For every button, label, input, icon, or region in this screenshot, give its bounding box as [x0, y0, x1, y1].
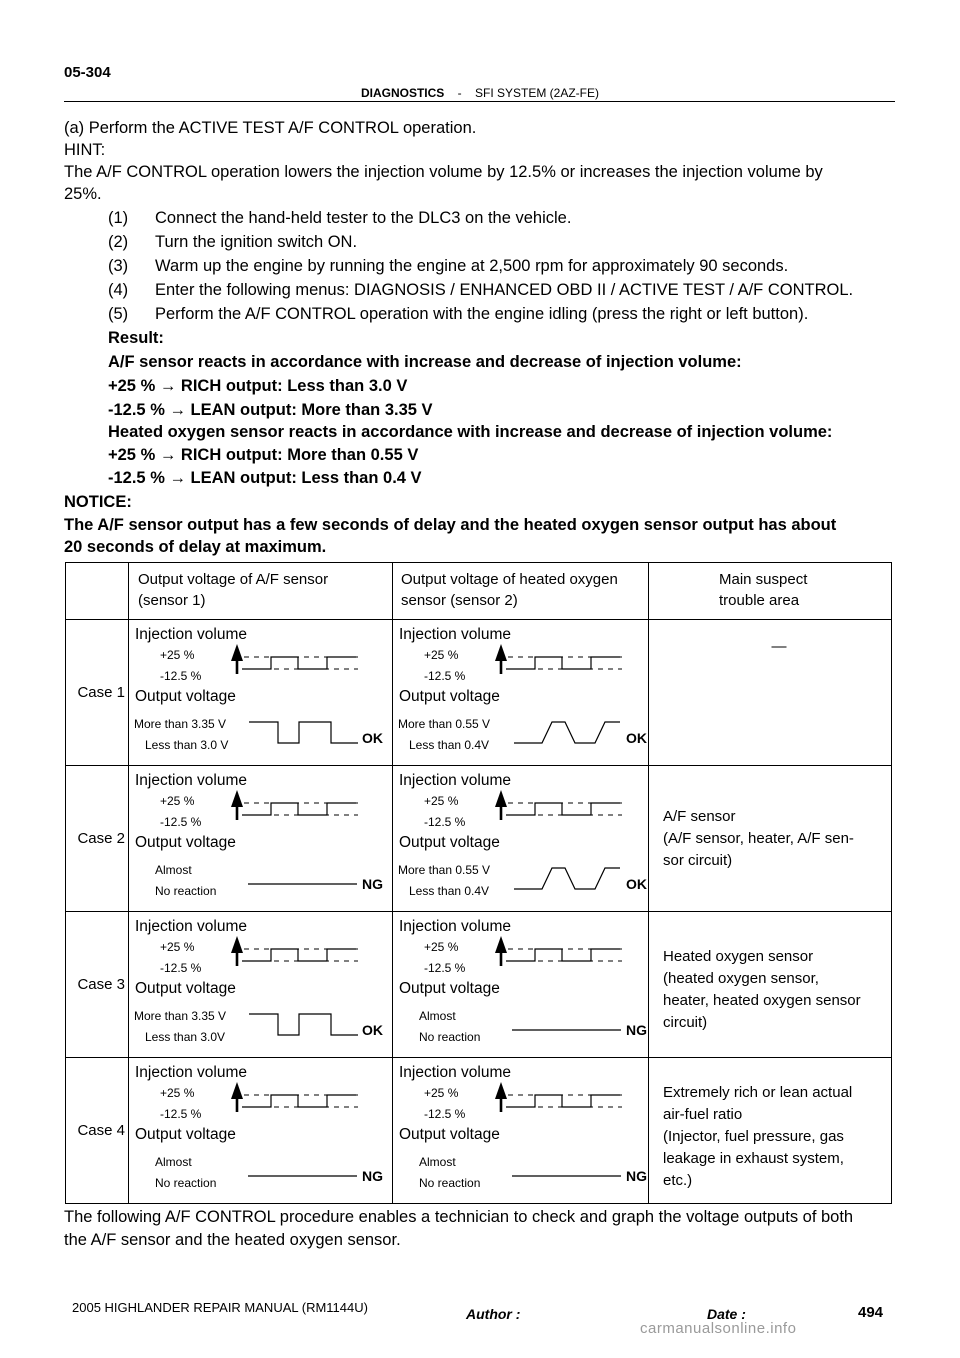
trouble-area-cell [649, 766, 892, 912]
output-top-label: Almost [419, 1009, 456, 1023]
step-num: (3) [108, 257, 129, 275]
result-line: -12.5 % → LEAN output: More than 3.35 V [108, 401, 433, 419]
header-ho-sensor: Output voltage of heated oxygen sensor (sensor 2) [393, 563, 649, 620]
minus-12-5-label: -12.5 % [160, 1107, 202, 1121]
judgement-badge: OK [626, 876, 647, 892]
minus-12-5-label: -12.5 % [160, 669, 202, 683]
output-bottom-label: Less than 0.4V [409, 738, 490, 752]
waveform-graphic [129, 912, 389, 1057]
output-wave [249, 722, 358, 743]
case-label: Case 1 [66, 620, 129, 766]
injection-wave [506, 1095, 620, 1107]
result-line: A/F sensor reacts in accordance with increase and decrease of injection volume: [108, 353, 742, 371]
judgement-badge: OK [362, 730, 383, 746]
injection-wave [506, 657, 620, 669]
waveform-graphic [393, 620, 653, 765]
header-rule [64, 101, 895, 102]
output-top-label: More than 0.55 V [398, 717, 491, 731]
plus-25-label: +25 % [424, 940, 459, 954]
output-voltage-label: Output voltage [135, 980, 236, 997]
ho-sensor-cell [393, 912, 649, 1058]
table-row [66, 912, 892, 1058]
af-diagram [129, 1058, 392, 1203]
after-table-line-1: The following A/F CONTROL procedure enables a technician to check and graph the voltage outputs of both [64, 1208, 854, 1226]
injection-wave [242, 803, 356, 815]
step-text: Enter the following menus: DIAGNOSIS / ENHANCED OBD II / ACTIVE TEST / A/F CONTROL. [155, 281, 854, 299]
injection-arrow-head [231, 1082, 243, 1099]
injection-volume-label: Injection volume [135, 772, 248, 789]
output-voltage-label: Output voltage [135, 688, 236, 705]
step-a: (a) Perform the ACTIVE TEST A/F CONTROL operation. [64, 119, 477, 137]
table-row [66, 1058, 892, 1204]
af-sensor-cell [129, 766, 393, 912]
output-bottom-label: No reaction [419, 1176, 481, 1190]
judgement-badge: NG [626, 1022, 647, 1038]
author-label: Author : [466, 1306, 521, 1322]
waveform-graphic [129, 766, 389, 911]
trouble-area-text: Heated oxygen sensor (heated oxygen sensor, heater, heated oxygen sensor circuit) [663, 948, 861, 1031]
ho-sensor-cell [393, 1058, 649, 1204]
injection-reference-lines [244, 657, 358, 669]
ho-diagram [393, 620, 648, 765]
minus-12-5-label: -12.5 % [424, 961, 466, 975]
notice-line-2: 20 seconds of delay at maximum. [64, 538, 327, 556]
injection-reference-lines [244, 1095, 358, 1107]
output-bottom-label: No reaction [419, 1030, 481, 1044]
output-top-label: Almost [155, 863, 192, 877]
output-bottom-label: Less than 3.0V [145, 1030, 226, 1044]
output-bottom-label: Less than 0.4V [409, 884, 490, 898]
header-af-sensor: Output voltage of A/F sensor (sensor 1) [129, 563, 393, 620]
plus-25-label: +25 % [424, 794, 459, 808]
output-wave [514, 868, 620, 889]
output-voltage-label: Output voltage [399, 688, 500, 705]
output-voltage-label: Output voltage [399, 834, 500, 851]
output-voltage-label: Output voltage [135, 834, 236, 851]
waveform-graphic [393, 912, 653, 1057]
diagnosis-table [65, 562, 892, 1204]
injection-wave [242, 949, 356, 961]
case-label: Case 4 [66, 1058, 129, 1204]
injection-volume-label: Injection volume [399, 918, 512, 935]
case-label: Case 3 [66, 912, 129, 1058]
injection-wave [242, 1095, 356, 1107]
result-label: Result: [108, 329, 164, 347]
injection-reference-lines [508, 1095, 622, 1107]
judgement-badge: OK [362, 1022, 383, 1038]
injection-volume-label: Injection volume [399, 1064, 512, 1081]
injection-reference-lines [244, 803, 358, 815]
trouble-area-text: Extremely rich or lean actual air-fuel ratio (Injector, fuel pressure, gas leakage in exhaust system, etc.) [663, 1084, 853, 1189]
waveform-graphic [129, 1058, 389, 1203]
step-text: Connect the hand-held tester to the DLC3 on the vehicle. [155, 209, 572, 227]
injection-volume-label: Injection volume [135, 1064, 248, 1081]
table-header-row [66, 563, 892, 620]
trouble-area-cell [649, 1058, 892, 1204]
section-separator: - [457, 86, 462, 100]
minus-12-5-label: -12.5 % [424, 1107, 466, 1121]
plus-25-label: +25 % [424, 1086, 459, 1100]
step-text: Perform the A/F CONTROL operation with the engine idling (press the right or left button). [155, 305, 809, 323]
ho-diagram [393, 766, 648, 911]
injection-arrow-head [231, 644, 243, 661]
injection-reference-lines [508, 657, 622, 669]
output-voltage-label: Output voltage [399, 1126, 500, 1143]
injection-reference-lines [508, 803, 622, 815]
step-text: Turn the ignition switch ON. [155, 233, 358, 251]
injection-reference-lines [244, 949, 358, 961]
af-sensor-cell [129, 912, 393, 1058]
plus-25-label: +25 % [424, 648, 459, 662]
watermark: carmanualsonline.info [640, 1320, 797, 1337]
output-wave [514, 722, 620, 743]
step-num: (4) [108, 281, 129, 299]
minus-12-5-label: -12.5 % [424, 669, 466, 683]
injection-volume-label: Injection volume [399, 626, 512, 643]
output-voltage-label: Output voltage [135, 1126, 236, 1143]
footer-page-number: 494 [858, 1304, 884, 1321]
output-top-label: More than 3.35 V [134, 1009, 227, 1023]
injection-volume-label: Injection volume [135, 918, 248, 935]
injection-arrow-head [495, 1082, 507, 1099]
injection-volume-label: Injection volume [135, 626, 248, 643]
result-line: +25 % → RICH output: Less than 3.0 V [108, 377, 408, 395]
ho-sensor-cell [393, 620, 649, 766]
header-blank [66, 563, 129, 620]
af-sensor-cell [129, 1058, 393, 1204]
judgement-badge: NG [626, 1168, 647, 1184]
step-4 [108, 279, 854, 301]
injection-wave [242, 657, 356, 669]
hint-label: HINT: [64, 141, 106, 159]
af-diagram [129, 620, 392, 765]
output-bottom-label: No reaction [155, 1176, 217, 1190]
step-1 [108, 207, 572, 229]
result-line: -12.5 % → LEAN output: Less than 0.4 V [108, 469, 422, 487]
manual-reference: 2005 HIGHLANDER REPAIR MANUAL (RM1144U) [72, 1300, 368, 1315]
injection-arrow-head [231, 936, 243, 953]
minus-12-5-label: -12.5 % [160, 961, 202, 975]
result-line: Heated oxygen sensor reacts in accordance with increase and decrease of injection volume: [108, 423, 833, 441]
after-table-line-2: the A/F sensor and the heated oxygen sensor. [64, 1231, 401, 1249]
step-5 [108, 303, 809, 325]
trouble-area-cell [649, 620, 892, 766]
table-row [66, 766, 892, 912]
minus-12-5-label: -12.5 % [424, 815, 466, 829]
step-num: (2) [108, 233, 129, 251]
output-top-label: Almost [155, 1155, 192, 1169]
notice-label: NOTICE: [64, 493, 132, 511]
ho-diagram [393, 1058, 648, 1203]
table-body [66, 620, 892, 1204]
result-line: +25 % → RICH output: More than 0.55 V [108, 446, 419, 464]
trouble-area-text: — [771, 638, 787, 655]
case-label: Case 2 [66, 766, 129, 912]
table-row [66, 620, 892, 766]
notice-line-1: The A/F sensor output has a few seconds of delay and the heated oxygen sensor output has about [64, 516, 837, 534]
subsection-title: SFI SYSTEM (2AZ-FE) [475, 86, 600, 100]
injection-arrow-head [495, 644, 507, 661]
waveform-graphic [393, 1058, 653, 1203]
ho-diagram [393, 912, 648, 1057]
plus-25-label: +25 % [160, 1086, 195, 1100]
ho-sensor-cell [393, 766, 649, 912]
output-top-label: More than 3.35 V [134, 717, 227, 731]
step-3 [108, 255, 789, 277]
af-diagram [129, 766, 392, 911]
injection-arrow-head [495, 936, 507, 953]
waveform-graphic [393, 766, 653, 911]
injection-volume-label: Injection volume [399, 772, 512, 789]
plus-25-label: +25 % [160, 648, 195, 662]
hint-line-1: The A/F CONTROL operation lowers the injection volume by 12.5% or increases the injection volume by [64, 163, 823, 181]
waveform-graphic [129, 620, 389, 765]
af-diagram [129, 912, 392, 1057]
output-top-label: More than 0.55 V [398, 863, 491, 877]
injection-arrow-head [231, 790, 243, 807]
output-bottom-label: Less than 3.0 V [145, 738, 229, 752]
output-bottom-label: No reaction [155, 884, 217, 898]
page-number: 05-304 [64, 64, 111, 81]
hint-line-2: 25%. [64, 185, 102, 203]
date-label: Date : [707, 1306, 746, 1322]
judgement-badge: OK [626, 730, 647, 746]
minus-12-5-label: -12.5 % [160, 815, 202, 829]
injection-wave [506, 949, 620, 961]
step-num: (1) [108, 209, 129, 227]
trouble-area-cell [649, 912, 892, 1058]
header-trouble-area: Main suspect trouble area [649, 563, 892, 620]
step-2 [108, 231, 358, 253]
plus-25-label: +25 % [160, 794, 195, 808]
output-top-label: Almost [419, 1155, 456, 1169]
output-wave [249, 1014, 358, 1035]
step-num: (5) [108, 305, 129, 323]
output-voltage-label: Output voltage [399, 980, 500, 997]
trouble-area-text: A/F sensor (A/F sensor, heater, A/F sen- sor circuit) [663, 808, 854, 869]
injection-wave [506, 803, 620, 815]
judgement-badge: NG [362, 876, 383, 892]
injection-arrow-head [495, 790, 507, 807]
step-text: Warm up the engine by running the engine at 2,500 rpm for approximately 90 seconds. [155, 257, 789, 275]
judgement-badge: NG [362, 1168, 383, 1184]
injection-reference-lines [508, 949, 622, 961]
plus-25-label: +25 % [160, 940, 195, 954]
section-title: DIAGNOSTICS [360, 86, 445, 100]
af-sensor-cell [129, 620, 393, 766]
section-header [0, 86, 960, 100]
